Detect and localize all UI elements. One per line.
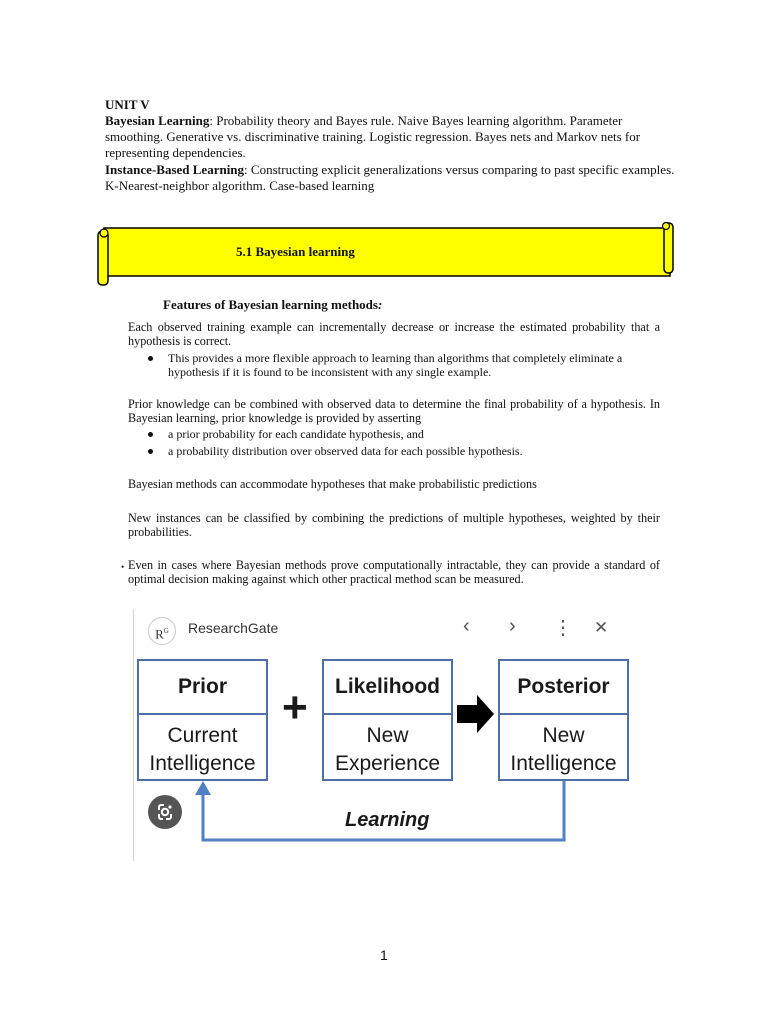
features-heading bbox=[163, 297, 382, 313]
back-icon[interactable]: ‹ bbox=[463, 615, 470, 637]
researchgate-logo-letter: R bbox=[155, 626, 164, 642]
google-lens-button[interactable] bbox=[148, 795, 182, 829]
learning-label: Learning bbox=[345, 809, 430, 831]
section-banner bbox=[96, 221, 676, 287]
posterior-line-1: New bbox=[542, 724, 585, 747]
prior-heading: Prior bbox=[139, 661, 266, 715]
section-title: 5.1 Bayesian learning bbox=[236, 244, 355, 259]
bayesian-learning-topics bbox=[105, 113, 675, 161]
page-number: 1 bbox=[380, 947, 388, 963]
paragraph-combining: New instances can be classified by combining the predictions of multiple hypotheses, weighted by their probabilities. bbox=[128, 511, 660, 539]
plus-sign: + bbox=[282, 683, 308, 732]
posterior-line-2: Intelligence bbox=[510, 752, 617, 775]
scroll-banner-shape bbox=[96, 221, 676, 287]
researchgate-logo-sup: G bbox=[163, 627, 169, 635]
bullet-item: a prior probability for each candidate hypothesis, and bbox=[148, 428, 648, 442]
prior-line-1: Current bbox=[167, 724, 238, 747]
bayesian-learning-heading: Bayesian Learning bbox=[105, 113, 210, 128]
syllabus-block bbox=[105, 97, 675, 194]
close-icon[interactable]: ✕ bbox=[594, 618, 609, 637]
bullet-item: This provides a more flexible approach to learning than algorithms that completely eliminate a hypothesis if it is found to be inconsistent with any single example. bbox=[148, 352, 648, 379]
embedded-image-card bbox=[133, 609, 639, 861]
features-heading-text: Features of Bayesian learning methods bbox=[163, 297, 378, 312]
posterior-heading: Posterior bbox=[500, 661, 627, 715]
source-name: ResearchGate bbox=[188, 620, 279, 636]
prior-line-2: Intelligence bbox=[149, 752, 256, 775]
paragraph-incremental: Each observed training example can incrementally decrease or increase the estimated probability that a hypothesis is correct. bbox=[128, 320, 660, 348]
forward-icon[interactable]: › bbox=[509, 615, 516, 637]
unit-title: UNIT V bbox=[105, 97, 150, 112]
likelihood-heading: Likelihood bbox=[324, 661, 451, 715]
instance-based-text: : Constructing explicit generalizations versus comparing to past specific examples. K-Nearest-neighbor algorithm. Case-based learning bbox=[105, 162, 675, 193]
instance-based-heading: Instance-Based Learning bbox=[105, 162, 245, 177]
paragraph-prior-knowledge: Prior knowledge can be combined with observed data to determine the final probability of a hypothesis. In Bayesian learning, prior knowledge is provided by asserting bbox=[128, 397, 660, 425]
likelihood-line-1: New bbox=[366, 724, 409, 747]
lens-icon bbox=[148, 795, 182, 829]
instance-based-topics bbox=[105, 162, 675, 194]
small-bullet: • bbox=[121, 562, 125, 572]
bayesian-learning-text: : Probability theory and Bayes rule. Naive Bayes learning algorithm. Parameter smoothing. Generative vs. discriminative training. Logistic regression. Bayes nets and Markov nets for representing dependencies. bbox=[105, 113, 641, 160]
bullet-item: a probability distribution over observed data for each possible hypothesis. bbox=[148, 445, 648, 459]
more-options-icon[interactable]: ⋮ bbox=[553, 617, 573, 639]
bullet-list-flexible bbox=[148, 352, 648, 379]
paragraph-optimal: Even in cases where Bayesian methods prove computationally intractable, they can provide a standard of optimal decision making against which other practical method scan be measured. bbox=[128, 558, 660, 586]
features-heading-colon: : bbox=[377, 297, 383, 312]
bullet-list-prior bbox=[148, 428, 648, 458]
likelihood-line-2: Experience bbox=[334, 752, 441, 775]
paragraph-probabilistic: Bayesian methods can accommodate hypotheses that make probabilistic predictions bbox=[128, 477, 537, 491]
